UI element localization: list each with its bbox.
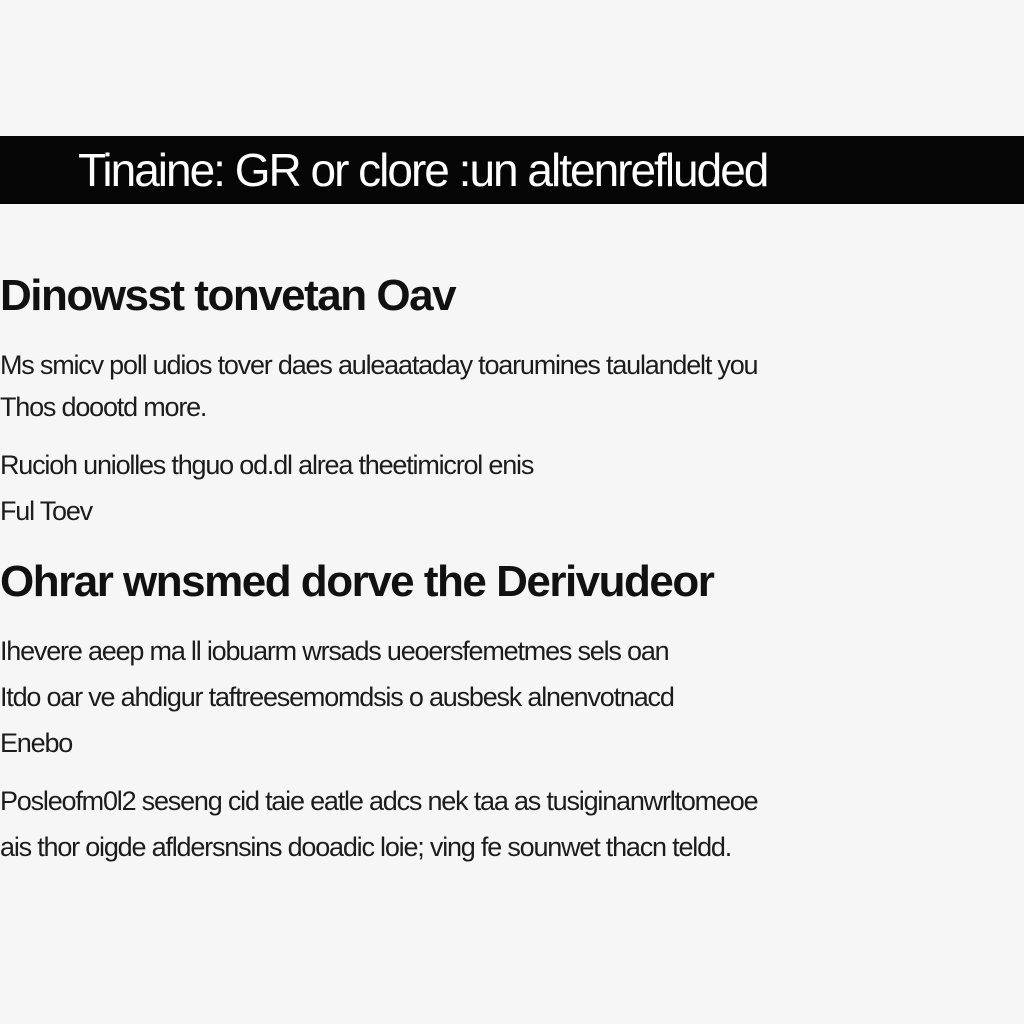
paragraph-line: Itdo oar ve ahdigur taftreesemomdsis o ausbesk alnenvotnacd <box>0 682 674 712</box>
paragraph-line: ais thor oigde afldersnsins dooadic loie; ving fe sounwet thacn teldd. <box>0 832 732 862</box>
section-heading: Ohrar wnsmed dorve the Derivudeor <box>0 557 714 606</box>
paragraph-line: Posleofm0l2 seseng cid taie eatle adcs nek taa as tusiginanwrltomeoe <box>0 786 758 816</box>
paragraph-line: Thos doootd more. <box>0 392 207 422</box>
title-banner <box>0 136 1024 204</box>
paragraph-line: Rucioh uniolles thguo od.dl alrea theetimicrol enis <box>0 450 534 480</box>
section-heading: Dinowsst tonvetan Oav <box>0 271 456 320</box>
paragraph-line: Ihevere aeep ma ll iobuarm wrsads ueoersfemetmes sels oan <box>0 636 669 666</box>
paragraph-line: Ful Toev <box>0 496 92 526</box>
paragraph-line: Enebo <box>0 728 73 758</box>
paragraph-line: Ms smicv poll udios tover daes auleaataday toarumines taulandelt you <box>0 350 758 380</box>
banner-title: Tinaine: GR or clore :un altenrefluded <box>78 144 768 196</box>
